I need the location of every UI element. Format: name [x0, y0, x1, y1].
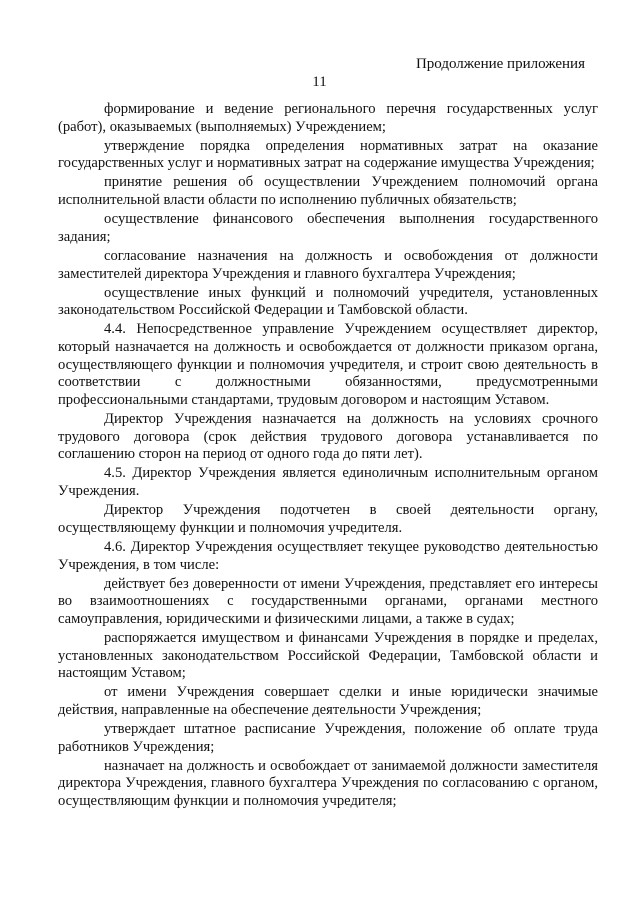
paragraph: принятие решения об осуществлении Учреждением полномочий органа исполнительной власти области по исполнению публичных обязательств;	[58, 174, 598, 209]
paragraph: действует без доверенности от имени Учреждения, представляет его интересы во взаимоотношениях с государственными органами, органами местного самоуправления, юридическими и физическими лицами, а также в судах;	[58, 575, 598, 627]
paragraph: согласование назначения на должность и освобождения от должности заместителей директора Учреждения и главного бухгалтера Учреждения;	[58, 247, 598, 282]
paragraph: утверждает штатное расписание Учреждения, положение об оплате труда работников Учреждения;	[58, 721, 598, 755]
paragraph: осуществление финансового обеспечения выполнения государственного задания;	[58, 211, 598, 245]
paragraph: 4.6. Директор Учреждения осуществляет текущее руководство деятельностью Учреждения, в том числе:	[58, 538, 598, 573]
paragraph: 4.5. Директор Учреждения является единоличным исполнительным органом Учреждения.	[58, 465, 598, 500]
continuation-note: Продолжение приложения	[415, 56, 585, 72]
document-body	[58, 101, 598, 812]
paragraph: формирование и ведение регионального перечня государственных услуг (работ), оказываемых (выполняемых) Учреждением;	[58, 101, 598, 135]
paragraph: назначает на должность и освобождает от занимаемой должности заместителя директора Учреждения, главного бухгалтера Учреждения по согласованию с органом, осуществляющим функции и полномочия учредителя;	[58, 757, 598, 810]
page-number: 11	[312, 74, 327, 90]
paragraph: от имени Учреждения совершает сделки и иные юридически значимые действия, направленные на обеспечение деятельности Учреждения;	[58, 684, 598, 719]
paragraph: Директор Учреждения подотчетен в своей деятельности органу, осуществляющему функции и полномочия учредителя.	[58, 502, 598, 536]
paragraph: Директор Учреждения назначается на должность на условиях срочного трудового договора (срок действия трудового договора устанавливается по соглашению сторон на период от одного года до пяти лет).	[58, 411, 598, 463]
paragraph: утверждение порядка определения нормативных затрат на оказание государственных услуг и нормативных затрат на содержание имущества Учреждения;	[58, 137, 598, 172]
paragraph: 4.4. Непосредственное управление Учреждением осуществляет директор, который назначается на должность и освобождается от должности приказом органа, осуществляющего функции и полномочия учредителя, и строит свою деятельность в соответствии с должностными обязанностями, предусмотренными профессиональными стандартами, трудовым договором и настоящим Уставом.	[58, 321, 598, 409]
paragraph: распоряжается имуществом и финансами Учреждения в порядке и пределах, установленных законодательством Российской Федерации, Тамбовской области и настоящим Уставом;	[58, 629, 598, 682]
paragraph: осуществление иных функций и полномочий учредителя, установленных законодательством Российской Федерации и Тамбовской области.	[58, 284, 598, 319]
